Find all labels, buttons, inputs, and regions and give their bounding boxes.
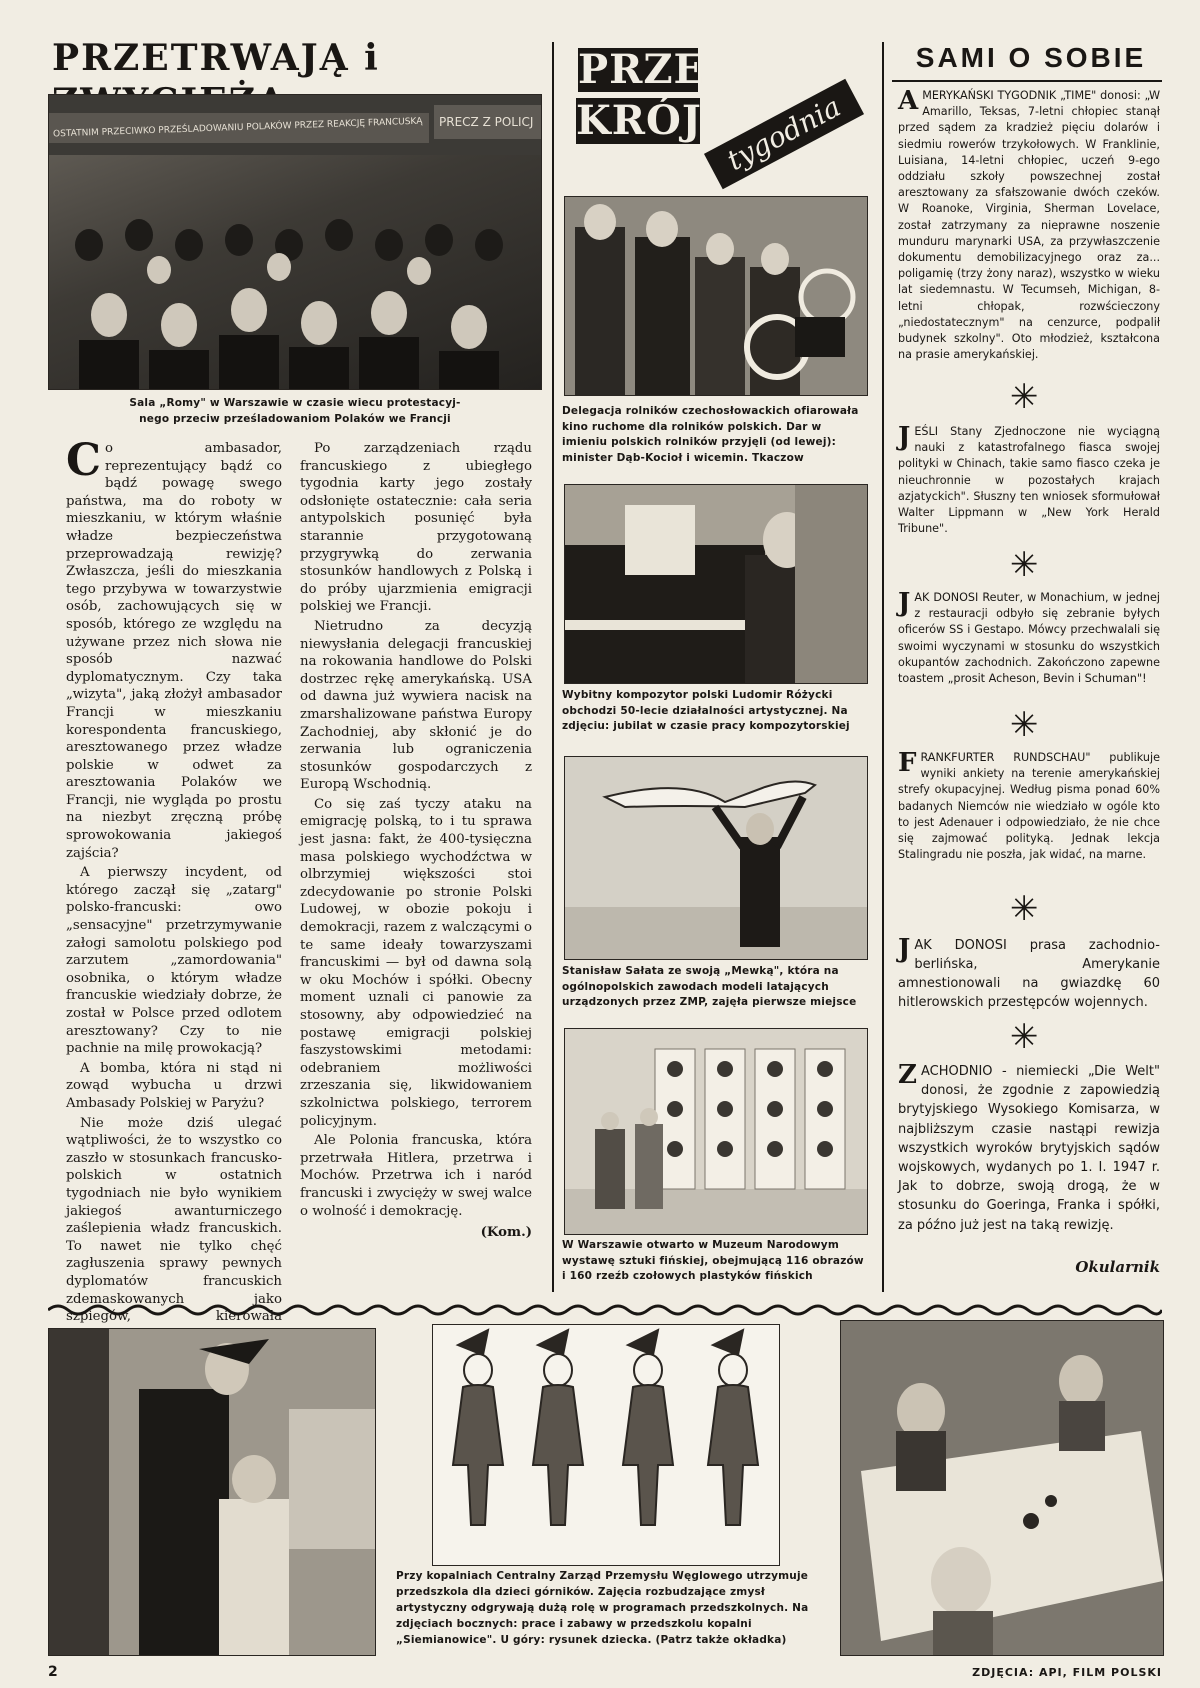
sami-item-2-text: EŚLI Stany Zjednoczone nie wyciągną nauki z katastrofalnego fiasca swojej polityki w Chinach, takie samo fiasco czeka je nieuchronnie w pozostałych krajach azjatyckich". Słuszny ten wniosek sformułował Walter Lippmann w „New York Herald Tribune". (898, 425, 1160, 536)
sami-item-2 (898, 424, 1160, 537)
photo-rally-hall (48, 94, 542, 390)
article-signature: (Kom.) (480, 1225, 532, 1241)
photo-credits: ZDJĘCIA: API, FILM POLSKI (972, 1666, 1162, 1679)
asterisk-divider: ✳ (1010, 889, 1039, 929)
sami-item-3-text: AK DONOSI Reuter, w Monachium, w jednej z restauracji odbyło się zebranie byłych oficerów SS i Gestapo. Mówcy przechwalali się swoimi wyczynami w stosunku do wszystkich okupantów zachodnich. Zakończono zapewne toastem „prosit Acheson, Bevin i Schuman"! (898, 591, 1160, 686)
article-column-1 (66, 435, 282, 1363)
asterisk-divider: ✳ (1010, 545, 1039, 585)
drop-cap: C (66, 435, 102, 486)
model-plane-illustration (565, 757, 867, 959)
asterisk-divider: ✳ (1010, 705, 1039, 745)
article-col1-para-2: A pierwszy incydent, od którego zaczął się „zatarg" polsko-francuski: owo „sensacyjne" przetrzymywanie załogi samolotu polskiego pod zarzutem „zamordowania" osobnika, o którym władze francuskie wiedziały dobrze, że został w Polsce przed odlotem aresztowany? Czy to nie pachnie na milę prowokacją? (66, 865, 282, 1057)
rally-banner-left: OSTATNIM PRZECIWKO PRZEŚLADOWANIU POLAKÓW PRZEZ REAKCJĘ FRANCUSKĄ (52, 116, 423, 140)
sami-item-1 (898, 88, 1160, 363)
caption-model-plane: Stanisław Sałata ze swoją „Mewką", która na ogólnopolskich zawodach modeli latających urządzonych przez ZMP, zajęła pierwsze miejsce (562, 965, 857, 1008)
sami-item-5-text: AK DONOSI prasa zachodnio-berlińska, Amerykanie amnestionowali na gwiazdkę 60 hitlerowskich przestępców wojennych. (898, 938, 1160, 1010)
photo1-caption: Sala „Romy" w Warszawie w czasie wiecu protestacyj- nego przeciw prześladowaniom Polaków we Francji (129, 397, 461, 425)
sami-item-4 (898, 750, 1160, 863)
sami-item-6 (898, 1062, 1160, 1235)
projector-illustration (565, 197, 867, 395)
finnish-art-illustration (565, 1029, 867, 1234)
caption-film-projector: Delegacja rolników czechosłowackich ofiarowała kino ruchome dla rolników polskich. Dar w imieniu polskich rolników przyjęli (od lewej): minister Dąb-Kocioł i wicemin. Tkaczow (562, 405, 859, 464)
sami-item-1-initial: A (898, 86, 919, 116)
photo-finnish-art (564, 1028, 868, 1235)
photo-film-projector (564, 196, 868, 396)
sami-item-5 (898, 936, 1160, 1012)
article-col1-para-1: o ambasador, reprezentujący bądź co bądź powagę swego państwa, ma do roboty w mieszkaniu, w którym właśnie władze bezpieczeństwa przeprowadzają rewizję? Zwłaszcza, jeśli do mieszkania tego przybywa w towarzystwie osób, zachowujących się w sposób, którego ze względu na używane przez nich słowa nie sposób nazwać dyplomatycznym. Czy taka „wizyta", jaką złożył ambasador Francji w mieszkaniu korespondenta francuskiego, aresztowanego przez władze polskie w odwet za aresztowania Polaków we Francji, nie wygląda po prostu na niezbyt zręczną próbę sprowokowania jakiegoś zajścia? (66, 441, 282, 861)
masthead-script: tygodnia (704, 79, 864, 189)
sami-item-5-initial: J (898, 934, 911, 964)
page-number: 2 (48, 1664, 58, 1680)
article-col1-para-4: Nie może dziś ulegać wątpliwości, że to wszystko co zaszło w stosunkach francusko-polskich w ostatnich tygodniach nie było wynikiem jakiegoś awanturniczego zaślepienia władz francuskich. To nawet nie tylko chęć zagłuszenia sprawy pewnych dyplomatów francuskich zdemaskowanych jako szpiegów, kierowała (66, 1115, 282, 1325)
caption-composer: Wybitny kompozytor polski Ludomir Różycki obchodzi 50-lecie działalności artystycznej. Na zdjęciu: jubilat w czasie pracy kompozytorskiej (562, 689, 850, 732)
piano-illustration (565, 485, 867, 683)
sami-item-2-initial: J (898, 422, 911, 452)
sami-item-3 (898, 590, 1160, 687)
column-rule-right (882, 42, 884, 1292)
headline: PRZETRWAJĄ i (52, 37, 380, 79)
sami-o-sobie-header: SAMI O SOBIE (915, 42, 1147, 73)
masthead-line2: KRÓJ (576, 97, 702, 144)
header-underline (892, 80, 1162, 82)
asterisk-divider: ✳ (1010, 1017, 1039, 1057)
photo-composer-piano (564, 484, 868, 684)
photo-children-painting (840, 1320, 1164, 1656)
article-col2-para-3: Co się zaś tyczy ataku na emigrację polską, to i tu sprawa jest jasna: fakt, że 400-tysięczna masa polskiego wychodźctwa w olbrzymiej większości stoi zdecydowanie po stronie Polski Ludowej, w obozie pokoju i demokracji, razem z walczącymi o te same ideały towarzyszami francuskimi — był od dawna solą w oku Mochów i spółki. Obecny moment uznali ci panowie za stosowny, aby odpowiedzieć na postawę emigracji polskiej faszystowskimi metodami: odebraniem możliwości zrzeszania się, likwidowaniem szkolnictwa polskiego, terrorem policyjnym. (300, 796, 532, 1129)
article-col2-para-1: Po zarządzeniach rządu francuskiego z ubiegłego tygodnia karty jego zostały odsłonięte ostatecznie: cała seria antypolskich posunięć była starannie przygotowaną przygrywką do zerwania stosunków handlowych z Polską i do próby ujarzmienia emigracji polskiej we Francji. (300, 441, 532, 615)
sami-item-6-initial: Z (898, 1060, 917, 1090)
column-rule-left (552, 42, 554, 1292)
photo-model-plane (564, 756, 868, 960)
sami-item-3-initial: J (898, 588, 911, 618)
article-col2-para-2: Nietrudno za decyzją niewysłania delegacji francuskiej na rokowania handlowe do Polski dostrzec rękę amerykańską. USA od dawna już wywiera nacisk na zmarshalizowane państwa Europy Zachodniej, aby skłonić je do zerwania lub ograniczenia stosunków gospodarczych z Europą Wschodnią. (300, 618, 532, 793)
article-column-2 (300, 440, 532, 1242)
masthead-logo (576, 46, 876, 196)
sami-item-4-initial: F (898, 748, 917, 778)
children-painting-illustration (841, 1321, 1163, 1655)
masthead-line1: PRZE (578, 46, 706, 93)
article-col2-para-4: Ale Polonia francuska, która przetrwała Hitlera, przetrwa i Mochów. Przetrwa ich i naród francuski i zwycięży w swej walce o wolność i demokrację. (300, 1133, 532, 1219)
child-drawing-illustration (433, 1325, 779, 1565)
rally-banner-right: PRECZ Z POLICJ (439, 115, 534, 129)
photo-child-drawing (432, 1324, 780, 1566)
article-col1-para-3: A bomba, która ni stąd ni zowąd wybucha u drzwi Ambasady Polskiej w Paryżu? (66, 1060, 282, 1111)
sami-item-4-text: RANKFURTER RUNDSCHAU" publikuje wyniki ankiety na terenie amerykańskiej strefy okupacyjnej. Według pisma ponad 60% badanych Niemców nie wiedziało w ogóle kto to jest Adenauer i odpowiedziało, że nie chce się zajmować polityką. Jednak lekcja Stalingradu nie poszła, jak widać, na marne. (898, 751, 1160, 862)
asterisk-divider: ✳ (1010, 377, 1039, 417)
sami-item-6-text: ACHODNIO - niemiecki „Die Welt" donosi, że zgodnie z zapowiedzią brytyjskiego Wysokiego Komisarza, w najbliższym czasie nastąpi rewizja wszystkich wyroków brytyjskich sądów wojskowych, wydanych po 1. I. 1947 r. Jak to dobrze, swoją drogą, że w stosunku do Goeringa, Franka i spółki, za późno już jest na taką rewizję. (898, 1064, 1160, 1233)
photo-miner-child (48, 1328, 376, 1656)
signature-okularnik: Okularnik (1075, 1258, 1160, 1276)
sami-item-1-text: MERYKAŃSKI TYGODNIK „TIME" donosi: „W Amarillo, Teksas, 7-letni chłopiec stanął przed sądem za kradzież pięciu dolarów i siedmiu rowerów trzykołowych. W Franklinie, Luisiana, 14-letni chłopiec, uczeń 9-ego oddziału szkoły powszechnej został aresztowany za sfałszowanie dwóch czeków. W Roanoke, Virginia, Sherman Lovelace, został zatrzymany za nieprawne noszenie munduru marynarki USA, za przywłaszczenie dokumentu demobilizacyjnego oraz za... poligamię (trzy żony naraz), wszystko w wieku lat siedemnastu. W Tecumseh, Michigan, 8-letni chłopak, rozwścieczony „niedostatecznym" na cenzurce, podpalił budynek szkolny". Oto młodzież, kształcona na prasie amerykańskiej. (898, 89, 1160, 362)
bottom-caption: Przy kopalniach Centralny Zarząd Przemysłu Węglowego utrzymuje przedszkola dla dzieci górników. Zajęcia rozbudzające zmysł artystyczny odgrywają dużą rolę w programach przedszkolnych. Na zdjęciach bocznych: prace i zabawy w przedszkolu kopalni „Siemianowice". U góry: rysunek dziecka. (Patrz także okładka) (396, 1570, 809, 1646)
wavy-divider (48, 1300, 1162, 1320)
miner-child-illustration (49, 1329, 375, 1655)
caption-finnish-art: W Warszawie otwarto w Muzeum Narodowym wystawę sztuki fińskiej, obejmującą 116 obrazów i 160 rzeźb czołowych plastyków fińskich (562, 1239, 864, 1282)
